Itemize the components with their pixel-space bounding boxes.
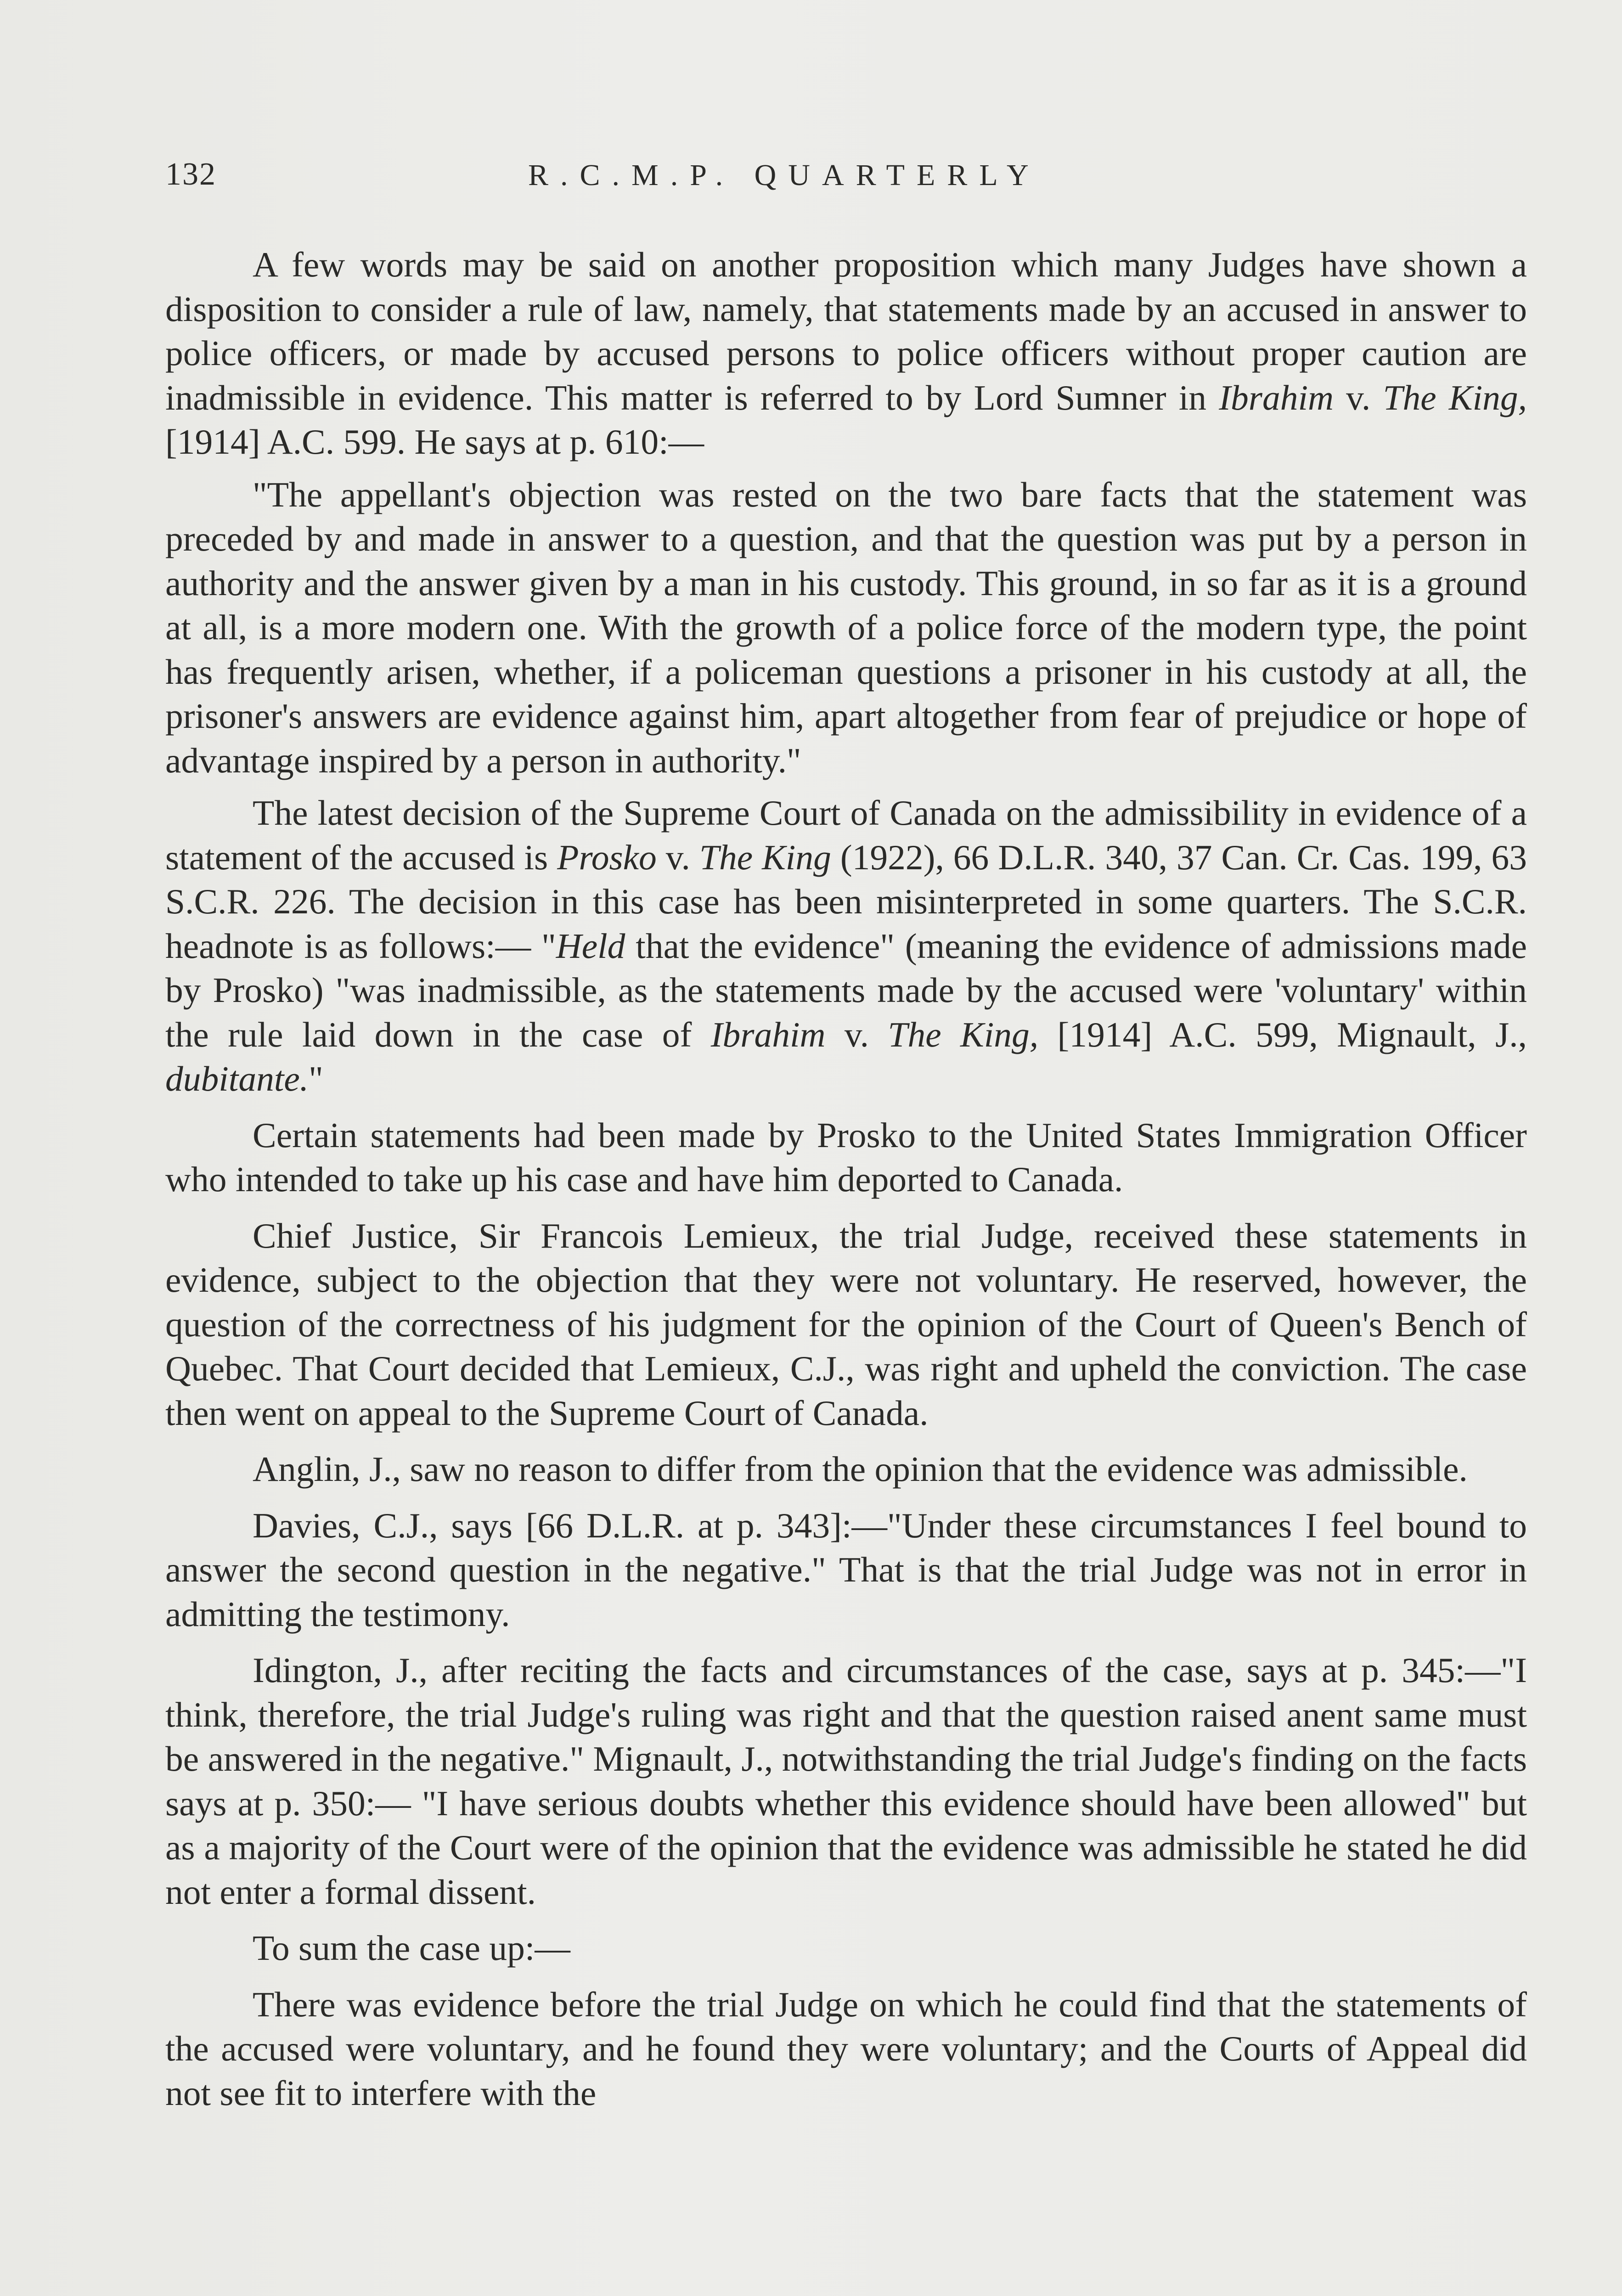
paragraph: Idington, J., after reciting the facts and circumstances of the case, says at p. 345:—"I think, therefore, the trial Judge's ruling was right and that the question raised anent same must be answered in the negative." Mignault, J., notwithstanding the trial Judge's finding on the facts says at p. 350:— "I have serious doubts whether this evidence should have been allowed" but as a majority of the Court were of the opinion that the evidence was admissible he stated he did not enter a formal dissent. bbox=[165, 1650, 1527, 1912]
paragraph: Davies, C.J., says [66 D.L.R. at p. 343]:—"Under these circumstances I feel bound to answer the second question in the negative." That is that the trial Judge was not in error in admitting the testimony. bbox=[165, 1505, 1527, 1634]
italic-text: The King bbox=[699, 837, 831, 877]
paragraph: There was evidence before the trial Judge on which he could find that the statements of the accused were voluntary, and he found they were voluntary; and the Courts of Appeal did not see fit to interfere with the bbox=[165, 1984, 1527, 2113]
italic-text: Held bbox=[556, 926, 625, 966]
running-head: R.C.M.P. QUARTERLY bbox=[528, 158, 1041, 192]
paragraph: A few words may be said on another proposition which many Judges have shown a disposition to consider a rule of law, namely, that statements made by an accused in answer to police officers, or made by accused persons to police officers without proper caution are inadmissible in evidence. This matter is referred to by Lord Sumner in Ibrahim v. The King, [1914] A.C. 599. He says at p. 610:— bbox=[165, 245, 1527, 461]
paragraph: The latest decision of the Supreme Court of Canada on the admissibility in evidence of a statement of the accused is Prosko v. The King (1922), 66 D.L.R. 340, 37 Can. Cr. Cas. 199, 63 S.C.R. 226. The decision in this case has been misinterpreted in some quarters. The S.C.R. headnote is as follows:— "Held that the evidence" (meaning the evidence of admissions made by Prosko) "was inadmissible, as the statements made by the accused were 'voluntary' within the rule laid down in the case of Ibrahim v. The King, [1914] A.C. 599, Mignault, J., dubitante." bbox=[165, 793, 1527, 1098]
italic-text: Ibrahim bbox=[1219, 377, 1334, 417]
italic-text: Ibrahim bbox=[710, 1014, 826, 1054]
paragraph: Anglin, J., saw no reason to differ from the opinion that the evidence was admissible. bbox=[253, 1449, 1468, 1489]
italic-text: The King, bbox=[888, 1014, 1039, 1054]
italic-text: dubitante. bbox=[165, 1059, 309, 1098]
body-text bbox=[165, 242, 1527, 2115]
page-number: 132 bbox=[165, 157, 216, 192]
page-header bbox=[165, 156, 1534, 207]
paragraph: Certain statements had been made by Prosko to the United States Immigration Officer who intended to take up his case and have him deported to Canada. bbox=[165, 1115, 1527, 1199]
italic-text: The King, bbox=[1383, 377, 1527, 417]
paragraph: To sum the case up:— bbox=[253, 1928, 570, 1968]
paragraph: Chief Justice, Sir Francois Lemieux, the trial Judge, received these statements in evidence, subject to the objection that they were not voluntary. He reserved, however, the question of the correctness of his judgment for the opinion of the Court of Queen's Bench of Quebec. That Court decided that Lemieux, C.J., was right and upheld the conviction. The case then went on appeal to the Supreme Court of Canada. bbox=[165, 1216, 1527, 1433]
italic-text: Prosko bbox=[557, 837, 657, 877]
quotation-paragraph: "The appellant's objection was rested on the two bare facts that the statement was preceded by and made in answer to a question, and that the question was put by a person in authority and the answer given by a man in his custody. This ground, in so far as it is a ground at all, is a more modern one. With the growth of a police force of the modern type, the point has frequently arisen, whether, if a policeman questions a prisoner in his custody at all, the prisoner's answers are evidence against him, apart altogether from fear of prejudice or hope of advantage inspired by a person in authority." bbox=[165, 474, 1527, 780]
